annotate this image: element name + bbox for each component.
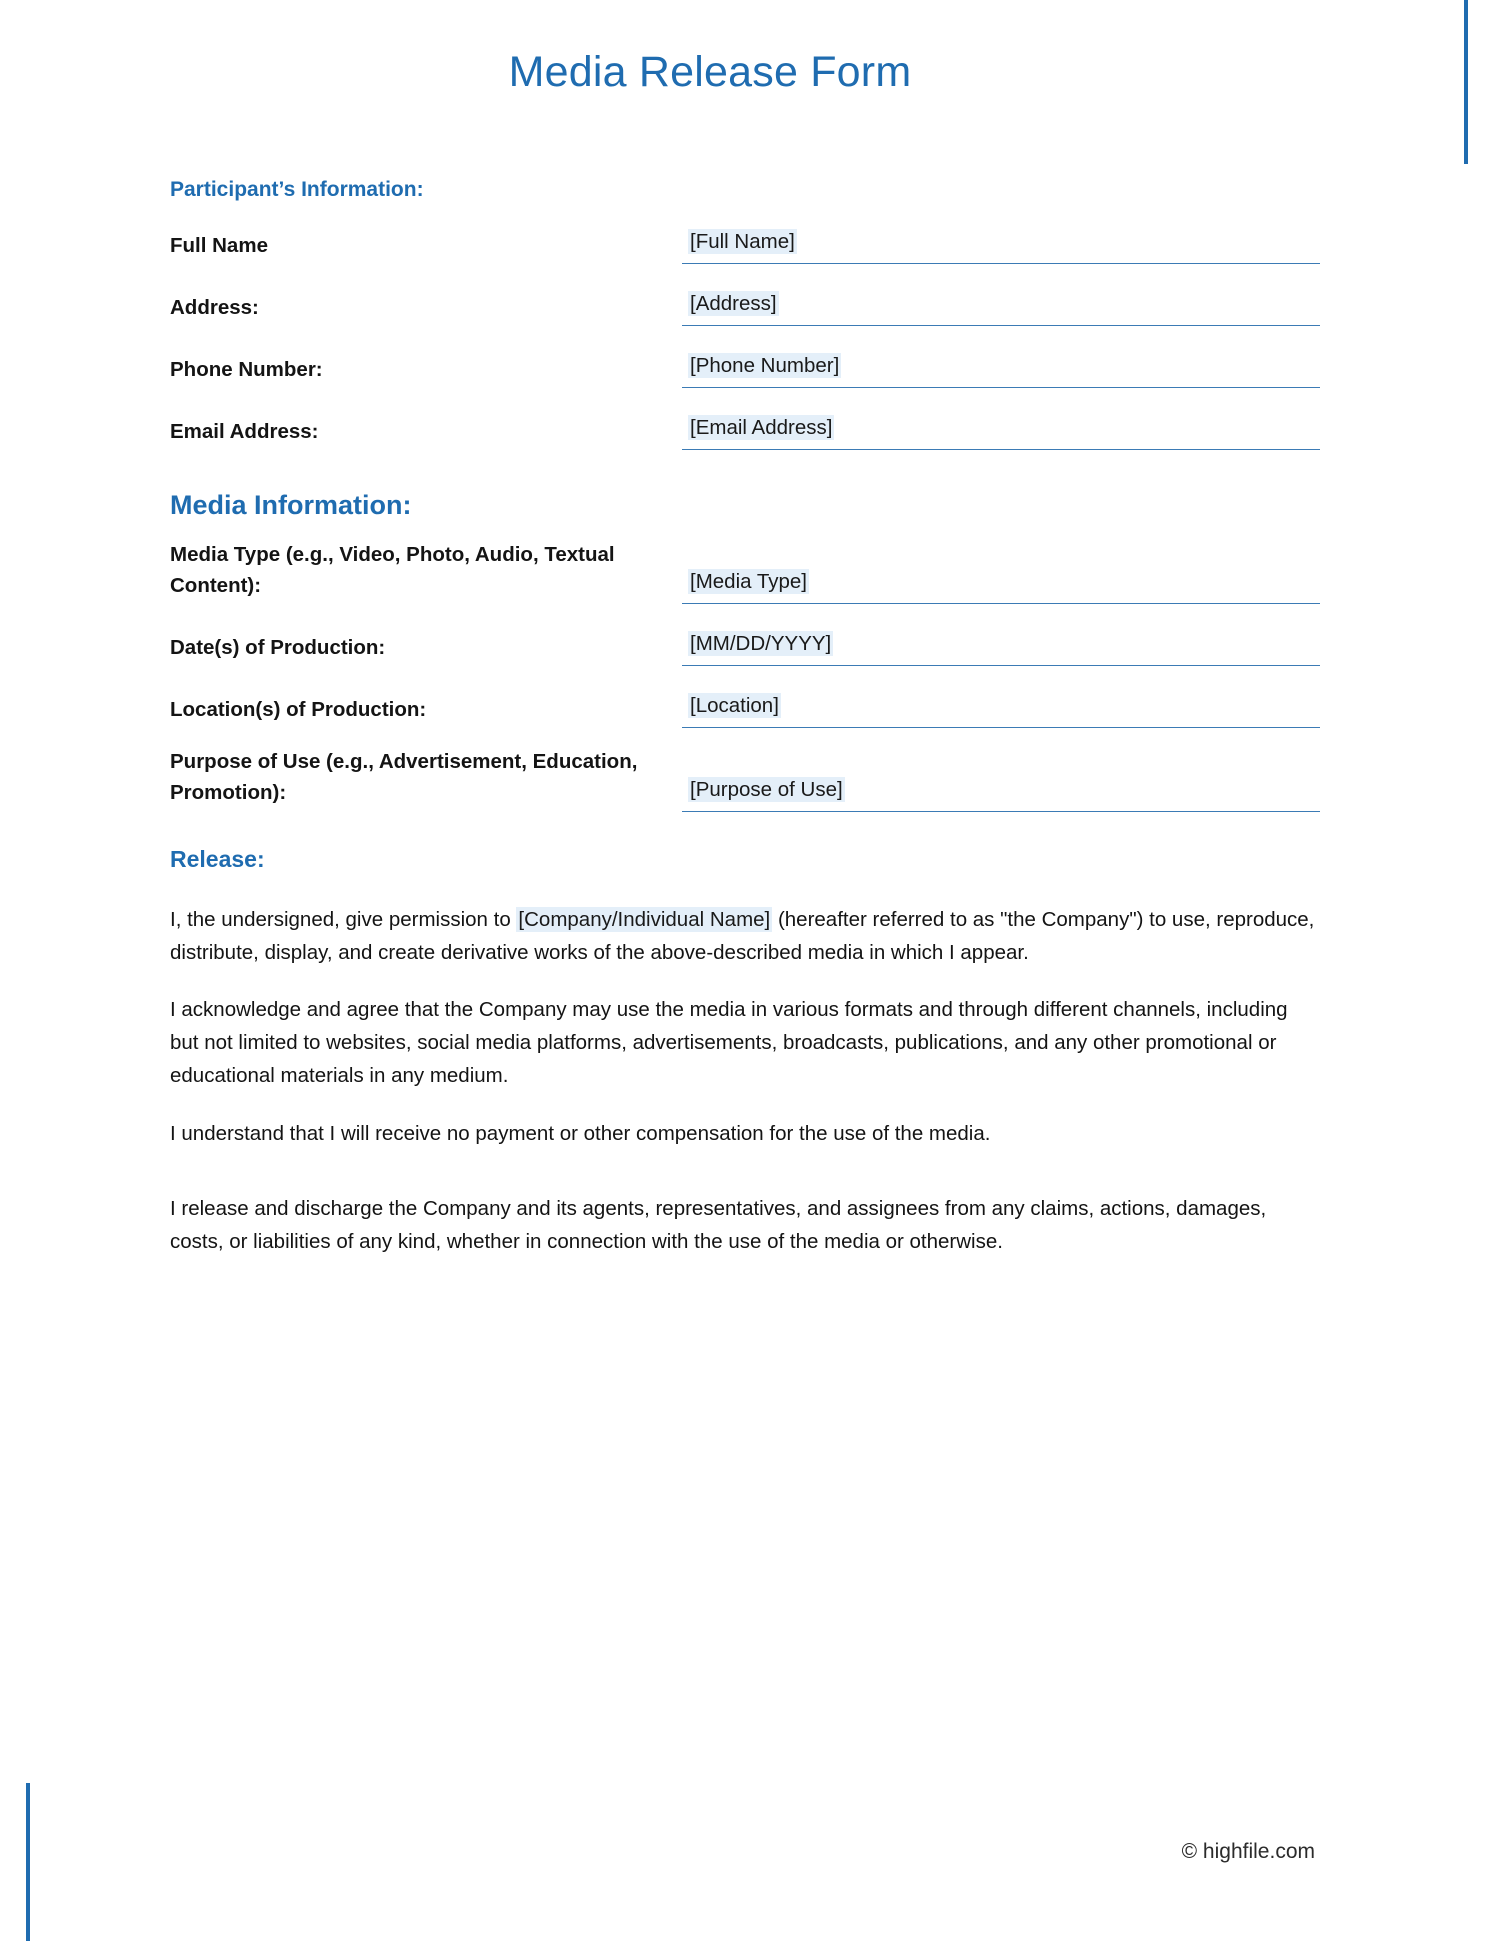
field-label-address: Address:	[170, 295, 259, 319]
field-input-email-address[interactable]	[682, 414, 1320, 450]
field-input-phone-number[interactable]	[682, 352, 1320, 388]
section-heading-media-information: Media Information:	[170, 490, 412, 520]
field-placeholder-phone-number: [Phone Number]	[690, 354, 840, 377]
page-title: Media Release Form	[508, 48, 912, 96]
field-input-address[interactable]	[682, 290, 1320, 326]
document-body	[170, 160, 1320, 1258]
field-row-address	[170, 290, 1320, 326]
field-label-media-type: Media Type (e.g., Video, Photo, Audio, Textual Content):	[170, 543, 615, 598]
field-label-date-of-production: Date(s) of Production:	[170, 636, 386, 660]
field-input-date-of-production[interactable]	[682, 630, 1320, 666]
field-row-location-of-production	[170, 692, 1320, 728]
release-paragraph-2: I acknowledge and agree that the Company may use the media in various formats and through different channels, including but not limited to websites, social media platforms, advertisements, broadcasts, publications, and any other promotional or educational materials in any medium.	[170, 998, 1288, 1088]
field-row-full-name	[170, 228, 1320, 264]
field-input-full-name[interactable]	[682, 228, 1320, 264]
field-label-email-address: Email Address:	[170, 419, 319, 443]
footer-copyright: © highfile.com	[1181, 1840, 1315, 1863]
field-row-phone-number	[170, 352, 1320, 388]
field-label-full-name: Full Name	[170, 233, 268, 257]
field-placeholder-date-of-production: [MM/DD/YYYY]	[690, 632, 832, 656]
release-paragraph-1-before: I, the undersigned, give permission to	[170, 907, 517, 931]
release-paragraph-4: I release and discharge the Company and its agents, representatives, and assignees from any claims, actions, damages, costs, or liabilities of any kind, whether in connection with the use of the media or otherwise.	[170, 1196, 1267, 1254]
field-row-email-address	[170, 414, 1320, 450]
field-input-purpose-of-use[interactable]	[682, 776, 1320, 812]
release-company-name-placeholder: [Company/Individual Name]	[518, 907, 771, 931]
field-input-location-of-production[interactable]	[682, 692, 1320, 728]
release-paragraph-1-after: (hereafter referred to as "the Company") to use, reproduce, distribute, display, and create derivative works of the above-described media in which I appear.	[170, 907, 1315, 964]
section-heading-participant-information: Participant’s Information:	[170, 178, 424, 201]
field-row-purpose-of-use	[170, 746, 1320, 811]
field-row-media-type	[170, 539, 1320, 604]
field-row-date-of-production	[170, 630, 1320, 666]
field-label-phone-number: Phone Number:	[170, 357, 323, 381]
field-placeholder-address: [Address]	[690, 292, 777, 315]
field-placeholder-email-address: [Email Address]	[690, 416, 833, 439]
field-input-media-type[interactable]	[682, 568, 1320, 604]
release-paragraph-1	[170, 873, 1320, 969]
field-placeholder-purpose-of-use: [Purpose of Use]	[690, 777, 843, 801]
field-placeholder-full-name: [Full Name]	[690, 230, 795, 253]
field-placeholder-location-of-production: [Location]	[690, 694, 779, 718]
field-label-purpose-of-use: Purpose of Use (e.g., Advertisement, Education, Promotion):	[170, 750, 638, 805]
field-label-location-of-production: Location(s) of Production:	[170, 698, 427, 722]
release-paragraph-3: I understand that I will receive no payment or other compensation for the use of the media.	[170, 1121, 991, 1145]
field-placeholder-media-type: [Media Type]	[690, 570, 807, 594]
section-heading-release: Release:	[170, 845, 265, 872]
